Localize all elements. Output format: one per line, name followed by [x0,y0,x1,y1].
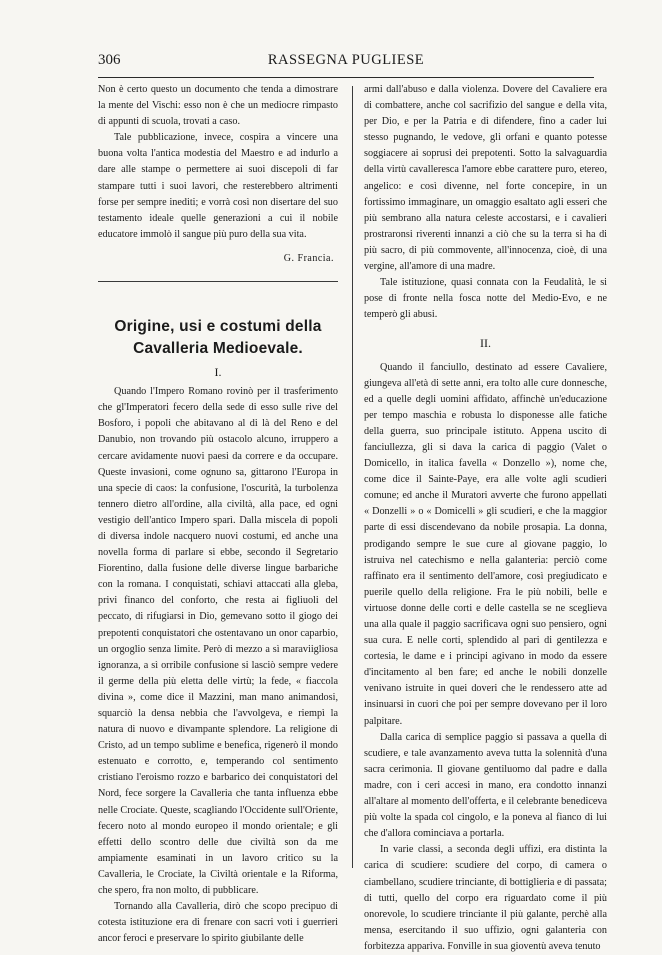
article-separator [98,281,338,282]
paragraph: Quando l'Impero Romano rovinò per il trasferimento che gl'Imperatori fecero della sede di esso sulle rive del Bosforo, i popoli che abitavano al di là del Reno e del Danubio, non trovando più ostacolo alcuno, irruppero a cercare avidamente nuovi paesi da correre e da occupare. Queste invasioni, come ognuno sa, gittarono l'Europa in una specie di caos: la confusione, l'oscurità, la turbolenza tennero dietro all'ordine, alla civiltà, alla pace, ed ogni vestigio dell'antico Impero sparì. Dalla miscela di popoli di diversa indole nacquero nuovi costumi, ed anche una novella forma di parlare si ebbe, secondo il Segretario Fiorentino, dalla fusione delle diverse lingue barbariche con la romana. I conquistati, schiavi attaccati alla gleba, privi financo del conforto, che resta ai figliuoli del peccato, di rifugiarsi in Dio, gemevano sotto il giogo dei prepotenti conquistatori che ostentavano un onor caparbio, un orgoglio senza limite. Però di mezzo a sì maraviigliosa ignoranza, a sì orribile confusione si lasciò sempre vedere il germe della più eletta delle virtù; la fede, « fiaccola divina », come dice il Mazzini, man mano animandosi, squarciò la densa nebbia che l'avvolgeva, e riempì la natura di nuovo e divampante splendore. La religione di Cristo, ad un tempo sublime e benefica, rigenerò il mondo estenuato e corrotto, e, temperando col sentimento cristiano l'eroismo rozzo e barbarico dei conquistatori del Nord, fece sorgere la Cavalleria che tanta influenza ebbe nelle Crociate. Queste, scagliando l'Occidente sull'Oriente, fecero noto al mondo europeo il mondo orientale; e gli effetti dello scontro delle due civiltà son da me ampiamente esaminati in un lavoro critico su la Cavalleria, le Crociate, la Civiltà orientale e la Riforma, che spero, fra non molto, di pubblicare. [98,386,338,897]
right-column [364,82,607,955]
page-number: 306 [98,52,121,68]
paragraph: armi dall'abuso e dalla violenza. Dovere del Cavaliere era di combattere, anche col sacrifizio del sangue e della vita, per Dio, e per la Patria e di difendere, fino a cader lui stesso pugnando, le vedove, gli orfani e quanto potesse soggiacere ai soprusi dei prepotenti. Sotto la salvaguardia della virtù cavalleresca l'amore ebbe carattere puro, etereo, angelico: e così divenne, nel forte concepire, in un fortissimo immaginare, un omaggio esaltato agli esseri che più sembrano alla natura celeste accostarsi, e i cavalieri prostraronsi riverenti innanzi a ciò che su la terra si ha di più sacro, di più commovente, all'innocenza, cioè, di una vergine, all'amore di una madre. [364,84,607,273]
header-rule [98,77,594,78]
paragraph: Quando il fanciullo, destinato ad essere Cavaliere, giungeva all'età di sette anni, era tolto alle cure donnesche, ed a quelle degli uomini affidato, affinchè un'educazione per tempo maschia e robusta lo disponesse alle fatiche della guerra, suo principale istituto. Appena uscito di fanciullezza, gli si dava la carica di paggio (Valet o Domicello, in italica favella « Donzello »), nome che, come dice il Sainte-Paye, era alle volte agli scudieri comune; ed anche il Muratori avverte che furono appellati « Donzelli » o « Domicelli » gli scudieri, e che la maggior parte di essi discendevano da nobile prosapia. La donna, prodigando sempre le sue cure al giovane paggio, lo istruiva nel catechismo e nella galanteria: perciò come raffinato era il sentimento dell'amore, così pregiudicato e puerile quello della religione. Fra le più nobili, belle e virtuose donne delle corti e delle castella se ne sceglieva una alla quale il paggio sacrificava ogni suo pensiero, ogni sua cura. E nelle corti, splendido al pari di gentilezza e cortesia, le dame e i principi agivano in modo da essere d'incitamento al ben fare; ed anche le nobili donzelle venivano istruite in quei doveri che le rendessero atte ad insinuarsi in cuori che poi per sempre dovevano per il loro palpitare. [364,361,607,727]
paragraph: Tornando alla Cavalleria, dirò che scopo precipuo di cotesta istituzione era di frenare con sacri voti i guerrieri ancor feroci e preservare lo spirito giubilante delle [98,901,338,945]
paragraph: In varie classi, a seconda degli uffizi, era distinta la carica di scudiere: scudiere del corpo, di camera o ciambellano, scudiere trinciante, di bottiglieria e di passata; di tutti, quello del corpo era riguardato come il più onorevole, lo scudiere trinciante il più galante, perchè alla mensa, esercitando il suo uffizio, ogni galanteria con forbitezza appariva. Fonville in sua gioventù aveva tenuto [364,844,607,952]
paragraph: Dalla carica di semplice paggio si passava a quella di scudiere, e tale avanzamento aveva tutta la solennità d'una sacra cerimonia. Il giovane gentiluomo dal padre e dalla madre, con i ceri accesi in mano, era condotto innanzi all'altare al momento dell'offerta, e il celebrante benediceva più volte la spada col cingolo, e la poneva al fianco di lui che d'allora cominciava a portarla. [364,731,607,840]
section-heading-1: I. [214,365,222,380]
article-title: Origine, usi e costumi della Cavalleria Medioevale. [114,318,322,358]
paragraph: Tale pubblicazione, invece, cospira a vincere una buona volta l'antica modestia del Maestro e ad indurlo a dare alle stampe o permettere ai suoi discepoli di far stampare tutti i suoi lavori, che resterebbero altrimenti forse per sempre inediti; e vorrà così non disertare del suo testamento ideale quelle generazioni a cui il nobile educatore immolò il sangue più puro della sua vita. [98,132,338,240]
paragraph: Tale istituzione, quasi connata con la Feudalità, le si pose di fronte nella fosca notte del Medio-Evo, e ne temperò gli abusi. [364,277,607,321]
section-heading-2: II. [480,336,491,351]
left-column [98,82,338,947]
author-signature: G. Francia. [283,252,334,264]
paragraph: Non è certo questo un documento che tenda a dimostrare la mente del Vischi: esso non è che un mediocre rimpasto di appunti di scuola, trovati a caso. [98,84,338,128]
column-divider [352,86,353,868]
page-header [98,52,594,72]
running-title: RASSEGNA PUGLIESE [267,52,425,68]
